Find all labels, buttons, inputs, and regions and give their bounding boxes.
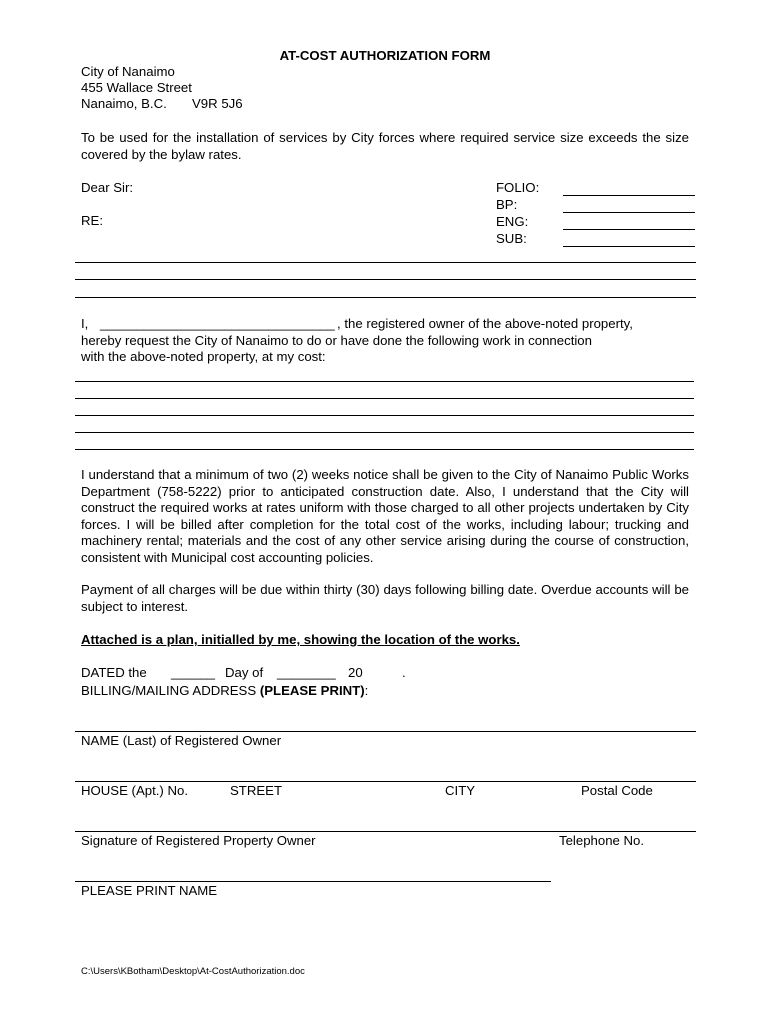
signature-label: Signature of Registered Property Owner (81, 833, 316, 848)
dated-month-blank[interactable]: ________ (277, 665, 336, 680)
payment-paragraph: Payment of all charges will be due within thirty (30) days following billing date. Overdue accounts will be subject to interest. (81, 582, 689, 614)
eng-field[interactable] (563, 229, 695, 230)
signature-line[interactable] (75, 831, 696, 832)
work-line-1[interactable] (75, 381, 694, 382)
address-line2: 455 Wallace Street (81, 80, 192, 95)
print-name-line[interactable] (75, 881, 551, 882)
work-line-5[interactable] (75, 449, 694, 450)
folio-field[interactable] (563, 195, 695, 196)
house-label: HOUSE (Apt.) No. (81, 783, 188, 798)
intro-text: To be used for the installation of services by City forces where required service size exceeds the size covered by the bylaw rates. (81, 130, 689, 162)
owner-line3: with the above-noted property, at my cost: (81, 349, 326, 364)
work-line-2[interactable] (75, 398, 694, 399)
folio-label: FOLIO: (496, 180, 540, 195)
address-line[interactable] (75, 781, 696, 782)
print-name-label: PLEASE PRINT NAME (81, 883, 218, 898)
dated-label: DATED the (81, 665, 147, 680)
dated-day-blank[interactable]: ______ (171, 665, 216, 680)
work-line-3[interactable] (75, 415, 694, 416)
billing-label (81, 683, 368, 698)
bp-field[interactable] (563, 212, 695, 213)
sub-field[interactable] (563, 246, 695, 247)
owner-prefix: I, (81, 316, 89, 331)
name-label: NAME (Last) of Registered Owner (81, 733, 282, 748)
name-line[interactable] (75, 731, 696, 732)
salutation: Dear Sir: (81, 180, 134, 195)
owner-line1-rest: , the registered owner of the above-noted property, (337, 316, 633, 331)
street-label: STREET (230, 783, 283, 798)
re-label: RE: (81, 213, 103, 228)
owner-line2: hereby request the City of Nanaimo to do or have done the following work in connection (81, 333, 592, 348)
footer-file-path: C:\Users\KBotham\Desktop\At-CostAuthorization.doc (81, 966, 305, 977)
postal-code-label: Postal Code (581, 783, 653, 798)
bp-label: BP: (496, 197, 518, 212)
city-label: CITY (445, 783, 476, 798)
address-postal: V9R 5J6 (192, 96, 243, 111)
attached-statement: Attached is a plan, initialled by me, showing the location of the works. (81, 632, 520, 647)
sub-label: SUB: (496, 231, 527, 246)
eng-label: ENG: (496, 214, 529, 229)
understand-paragraph: I understand that a minimum of two (2) weeks notice shall be given to the City of Nanaimo Public Works Department (758-5222) prior to anticipated construction date. Also, I understand that the City will construct the required works at rates uniform with those charged to all other projects undertaken by City forces. I will be billed after completion for the total cost of the works, including labour; trucking and machinery rental; materials and the cost of any other service arising during the course of construction, consistent with Municipal cost accounting policies. (81, 467, 689, 565)
dated-period: . (402, 665, 406, 680)
re-line-3[interactable] (75, 297, 696, 298)
billing-label-text: BILLING/MAILING ADDRESS (81, 683, 260, 698)
billing-please-print: (PLEASE PRINT) (259, 683, 365, 698)
owner-name-blank[interactable]: ________________________________ (100, 316, 335, 331)
work-line-4[interactable] (75, 432, 694, 433)
re-line-2[interactable] (75, 279, 696, 280)
billing-colon: : (364, 683, 369, 698)
address-city: Nanaimo, B.C. (81, 96, 167, 111)
day-of-label: Day of (225, 665, 264, 680)
form-title: AT-COST AUTHORIZATION FORM (279, 48, 491, 63)
address-line1: City of Nanaimo (81, 64, 175, 79)
telephone-label: Telephone No. (559, 833, 645, 848)
re-line-1[interactable] (75, 262, 696, 263)
dated-year[interactable]: 20 (348, 665, 363, 680)
